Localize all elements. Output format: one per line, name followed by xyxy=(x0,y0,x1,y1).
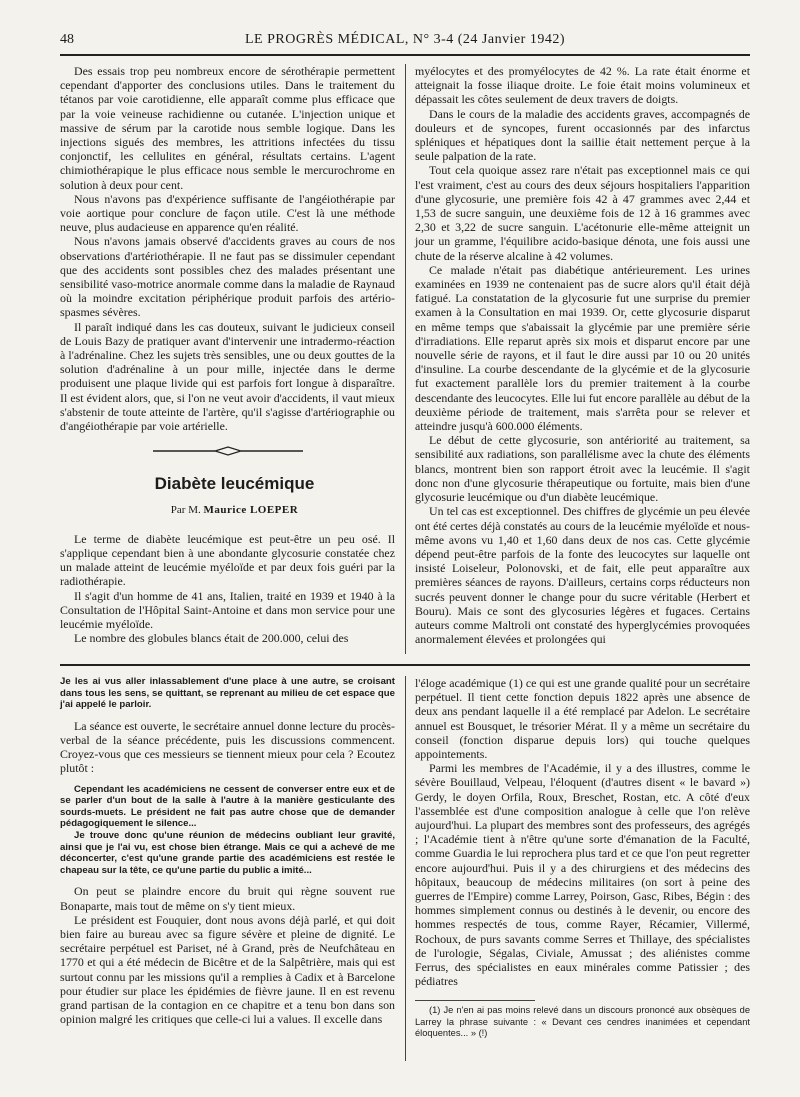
column-top-right xyxy=(415,64,750,646)
column-top-left xyxy=(60,64,395,645)
paragraph: Le terme de diabète leucémique est peut-être un peu osé. Il s'applique cependant bien à une abondante glycosurie constatée chez un malade atteint de leucémie myéloïde et par deux fois guéri par la radiothérapie. xyxy=(60,531,395,589)
paragraph: Des essais trop peu nombreux encore de sérothérapie permettent cependant d'apporter des conclusions utiles. Dans le traitement du tétanos par voie carotidienne, elle apparaît comme plus efficace que par la voie veineuse rachidienne ou cutanée. L'injection unique et massive de sérum par la carotide nous semble logique. Dans les injections sigués des membres, les attritions infectées du tissu conjonctif, les cellulites en général, résultats certains. L'agent chimiothérapique le plus efficace nous semble le mercurochrome en solution à deux pour cent. xyxy=(60,64,395,192)
paragraph: Nous n'avons pas d'expérience suffisante de l'angéiothérapie par voie aortique pour conclure de façon utile. C'est là une méthode neuve, plus audacieuse en apparence qu'en réalité. xyxy=(60,191,395,235)
byline-prefix: Par M. xyxy=(170,504,201,517)
column-divider xyxy=(405,676,406,1061)
article-title: Diabète leucémique xyxy=(154,474,315,494)
column-divider xyxy=(405,64,406,654)
column-bottom-left xyxy=(60,676,395,1026)
ornament-rule-icon xyxy=(153,445,303,457)
header-rule xyxy=(60,54,750,56)
page-number: 48 xyxy=(60,32,74,47)
footnote: (1) Je n'en ai pas moins relevé dans un discours prononcé aux obsèques de Larrey la phrase suivante : « Devant ces cendres inanimées et cependant éloquentes... » (!) xyxy=(415,1005,750,1039)
paragraph: On peut se plaindre encore du bruit qui règne souvent rue Bonaparte, mais tout de même on s'y tient mieux. xyxy=(60,884,395,913)
section-ornament xyxy=(60,445,395,459)
quoted-text: Cependant les académiciens ne cessent de converser entre eux et de se parler d'un bout de la salle à l'autre à la manière gesticulante des sourds-muets. Le président ne fait pas autre chose que de demander pédagogiquement le silence... xyxy=(60,783,395,830)
paragraph: Il paraît indiqué dans les cas douteux, suivant le judicieux conseil de Louis Bazy de pratiquer avant d'intervenir une intradermo-réaction à l'adrénaline. Chez les sujets très sensibles, une ou deux gouttes de la solution d'adrénaline à un pour mille, injectée dans le derme produisent une plaque livide qui est parfois fort longue à disparaître. Il est évident alors, que, si l'on ne veut avoir d'accidents, il vaut mieux s'abstenir de toute atteinte de l'artère, qu'il s'agisse d'artériographie ou d'angéiothérapie par voie artérielle. xyxy=(60,319,395,434)
paragraph: Il s'agit d'un homme de 41 ans, Italien, traité en 1939 et 1940 à la Consultation de l'Hôpital Saint-Antoine et dans mon service pour une leucémie myéloïde. xyxy=(60,588,395,631)
paragraph: Le début de cette glycosurie, son antériorité au traitement, sa sensibilité aux radiations, son parallélisme avec la chute des éléments blancs, montrent bien son rapport étroit avec la leucémie. Il s'agit donc non d'une glycosurie thérapeutique ou fortuite, mais bien d'une glycosurie leucémique ou d'un diabète leucémique. xyxy=(415,433,750,505)
footnote-rule xyxy=(415,1000,535,1001)
paragraph: Un tel cas est exceptionnel. Des chiffres de glycémie un peu élevée ont été certes déjà constatés au cours de la leucémie myéloïde et nous-même avons vu 1,40 et 1,60 dans deux de nos cas. Cette glycémie dépend peut-être parfois de la fonte des leucocytes sur laquelle ont insisté Loiseleur, Polonovski, et de fait, elle peut apparaître aux premières séances de rayons. D'ailleurs, certains corps réducteurs non sucrés peuvent donner le change pour du sucre véritable (Herbert et Bouru). Mais ce sont des glycosuries légères et fugaces. Certains auteurs comme Maltroli ont constaté des hyperglycémies provoquées anormalement élevées et prolongées qui xyxy=(415,504,750,647)
paragraph: Le nombre des globules blancs était de 200.000, celui des xyxy=(74,631,349,646)
quoted-text: Je trouve donc qu'une réunion de médecins oubliant leur gravité, ainsi que je l'ai vu, est chose bien étrange. Mais ce qui a achevé de me déconcerter, c'est qu'une grande partie des académiciens est restée le chapeau sur la tête, ce qu'une partie du public a imité... xyxy=(60,829,395,876)
paragraph: Ce malade n'était pas diabétique antérieurement. Les urines examinées en 1939 ne contenaient pas de sucre alors qu'il était déjà fatigué. La constatation de la glycosurie fut une surprise du premier examen à la Consultation en mai 1939. Or, cette glycosurie disparut en même temps que s'abaissait la glycémie par une première série d'irradiations. Elle reparut après six mois et disparut encore par une nouvelle série de rayons, et il faut le dire aussi par 10 ou 20 unités d'insuline. La courbe descendante de la glycémie et de la glycosurie fut exactement parallèle lors du premier traitement à la courbe descendante des leucocytes. Elle lui fut encore parallèle au début de la deuxième période de traitement, mais s'arrêta pour se relever et atteindre jusqu'à 600.000 éléments. xyxy=(415,262,750,434)
running-header xyxy=(60,30,750,50)
author-name: Maurice LOEPER xyxy=(203,504,299,517)
column-bottom-right xyxy=(415,676,750,1040)
paragraph: Nous n'avons jamais observé d'accidents graves au cours de nos observations d'artériothérapie. Il ne faut pas se dissimuler cependant que des accidents sont possibles chez des malades présentant une sensibilité vaso-motrice anormale comme dans la maladie de Raynaud où la moindre excitation périphérique produit parfois des artério-spasmes sévères. xyxy=(60,234,395,320)
paragraph: Tout cela quoique assez rare n'était pas exceptionnel mais ce qui l'est vraiment, c'est au cours des deux séjours hospitaliers l'apparition d'une glycosurie, une première fois 42 à 47 grammes avec 2,44 et 1,53 de sucre sanguin, une deuxième fois de 12 à 16 grammes avec 2,30 et 3,22 de sucre sanguin. L'acétonurie elle-même atteignit un jour un gramme, l'équilibre acido-basique dénota, une fois aussi une chute de la réserve alcaline à 42 volumes. xyxy=(415,163,750,263)
section-rule xyxy=(60,664,750,666)
paragraph: l'éloge académique (1) ce qui est une grande qualité pour un secrétaire perpétuel. Il tient cette fonction depuis 1822 après une absence de deux ans pendant laquelle il a été remplacé par Adelon. Le secrétaire annuel est Bousquet, le trésorier Mérat. Il y a même un secrétaire du conseil (fonction disparue depuis lors) qui touche quelques appointements. xyxy=(415,676,750,762)
paragraph: Dans le cours de la maladie des accidents graves, accompagnés de douleurs et de syncopes, furent occasionnés par des infarctus spléniques et hépatiques dont la saillie était nettement perçue à la seule palpation de la rate. xyxy=(415,106,750,164)
paragraph: Parmi les membres de l'Académie, il y a des illustres, comme le sévère Bouillaud, Velpeau, l'éloquent (d'autres disent « le bavard ») Gerdy, le doyen Orfila, Roux, Breschet, Rostan, etc. A côté d'eux l'assemblée est d'une composition analogue à celle que l'on relève aujourd'hui. La plupart des membres sont des professeurs, des agrégés ; l'Académie tient à n'être qu'une sorte d'émanation de la Faculté, comme Guardia le lui reprochera plus tard et ce que l'on peut regretter encore aujourd'hui. Puis il y a des chirurgiens et des médecins des hôpitaux, beaucoup de médecins militaires (on sort à peine des guerres de l'Empire) comme Larrey, Poirson, Gasc, Ribes, Bégin : des hommes simplement connus ou destinés à le devenir, ou encore des hommes respectés de tous, comme Rayer, Récamier, Villermé, Rochoux, de purs savants comme Serres et Thillaye, des spécialistes de l'urologie, Ségalas, Civiale, Amussat ; des aliénistes comme Ferrus, des spécialistes en eaux minérales comme Patissier ; des pédiatres xyxy=(415,761,750,989)
paragraph: Le président est Fouquier, dont nous avons déjà parlé, et qui doit bien faire au bureau avec sa figure sévère et pleine de dignité. Le secrétaire perpétuel est Pariset, né à Grand, près de Neufchâteau en 1770 et qui a été médecin de Bicêtre et de la Salpêtrière, mais qui est surtout connu par les missions qu'il a remplies à Cadix et à Barcelone pour étudier sur place les épidémies de fièvre jaune. Il en est revenu grand partisan de la contagion en ce chapitre et a tenu bon dans son opinion malgré les critiques que celle-ci lui a values. Il excelle dans xyxy=(60,912,395,1027)
running-title: LE PROGRÈS MÉDICAL, N° 3-4 (24 Janvier 1942) xyxy=(244,32,566,47)
article-byline xyxy=(60,503,395,517)
paragraph: myélocytes et des promyélocytes de 42 %. La rate était énorme et atteignait la fosse iliaque droite. Le foie était moins volumineux et dépassait les côtes seulement de deux travers de doigts. xyxy=(415,64,750,107)
paragraph: La séance est ouverte, le secrétaire annuel donne lecture du procès-verbal de la séance précédente, puis les discussions commencent. Croyez-vous que ces messieurs se tiennent mieux pour cela ? Ecoutez plutôt : xyxy=(60,718,395,776)
quoted-text: Je les ai vus aller inlassablement d'une place à une autre, se croisant dans tous les sens, se quittant, se reprenant au milieu de cet espace que j'ai appelé le parloir. xyxy=(60,676,395,711)
